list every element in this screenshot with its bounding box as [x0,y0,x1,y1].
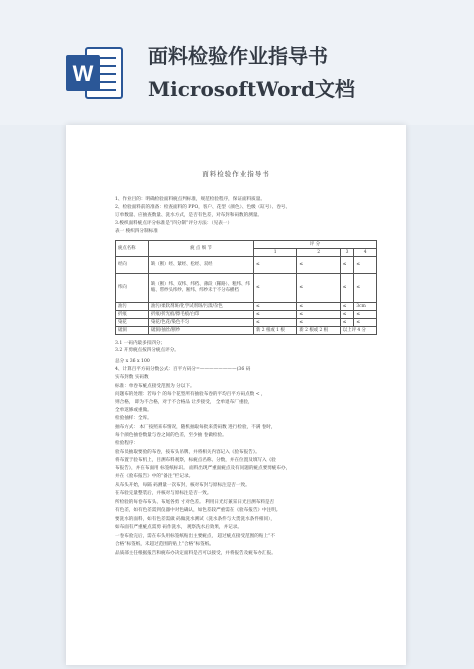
header-banner [0,0,474,125]
doc-note: 4、计算百平方码分数公式：百平方码分=————————(36 码 [115,367,251,372]
doc-note: 检验抽样：全库。 [115,416,152,421]
row-detail: 破洞/抽丝/断纱 [149,327,254,335]
doc-note: 如布面有严重疵点需剪 码作洗水， 观察洗水后效果，并记录。 [115,525,242,530]
doc-note: 抽布方式： 本厂按照来布情况，随机抽取每批来货码数 进行检验，不满 卷时， [115,425,276,430]
row-score: 新 2 根或 2 根 [297,327,340,335]
scoring-table [115,240,377,335]
row-score: ≤ [297,311,340,319]
row-score: ≤ [254,319,297,327]
doc-note: 品质部主任根据报告和疵布办决定面料是否可以接受，并将报告及疵布办汇报。 [115,551,276,556]
doc-line: 1、作业目的：明确检验面料疵点判标准，规范检验程序，保证面料质量。 [115,197,265,202]
row-score: ≤ [340,257,354,274]
doc-note: 将布置于验布机上，目测布料观察，标疵点名称、分数，并在位置及填写入《验 [115,458,276,463]
row-score: ≤ [254,311,297,319]
row-score: 3cm [354,303,377,311]
row-name: 纬向 [116,274,149,303]
row-detail: 缺（断）经、紧经、松经、双经 [149,257,254,274]
table-row [116,319,377,327]
table-header-score: 评 分 [254,241,377,249]
doc-note: 检验程序： [115,441,138,446]
doc-note: 合格”标签纸，未超过范围的贴上“合格”标签纸。 [115,542,214,547]
doc-note: 从布头开始，每隔 码测量一次布封，核对布封与原标注是否一致。 [115,483,250,488]
row-score: ≤ [354,274,377,303]
row-score: 新 2 根或 1 根 [254,327,297,335]
table-row [116,274,377,303]
doc-line: 2、检验面料前的准备：检查面料的 PPO，客户、花型（颜色）、色级（缸号）、卷号、 [115,205,291,210]
row-score: ≤ [297,274,340,303]
doc-note: 验布员抽取要验的布卷，按布头吊牌，并将相关内容记入《验布报告》。 [115,450,260,455]
row-name: 破洞 [116,327,149,335]
row-name: 折痕 [116,311,149,319]
row-score: ≤ [297,303,340,311]
doc-note: 一卷布验完后，需在布头用标签纸贴出主要疵点， 超过疵点接受范围的贴上“不 [115,534,275,539]
doc-note: 所检验的每卷布布头、布尾各剪 寸对色差。 利用日光灯兼采日光目测布料是否 [115,500,275,505]
row-score: ≤ [340,274,354,303]
doc-note: 总分 x 36 x 100 [115,359,150,364]
word-doc-icon [64,42,126,104]
word-logo-letter: W [72,61,94,86]
row-score: ≤ [340,319,354,327]
row-detail: 缺（断）纬、双纬、纬档、薄段（稀路）、粗纬、纬缩、带纱头纬纱、断纬、纬纱未于不分布横档 [149,274,254,303]
row-detail: 油污/柔软剂斑/化学试剂斑/污渍/杂色 [149,303,254,311]
row-score: ≤ [297,257,340,274]
page-title: 面料检验作业指导书MicrosoftWord文档 [148,44,355,101]
row-score: ≤ [297,319,340,327]
doc-note: 布报告》，并在布面用 标签纸标识。 面料出现严重面疵点及有问题的疵点要剪疵布办， [115,466,291,471]
row-score: ≤ [254,303,297,311]
row-score: ≤ [340,311,354,319]
row-score: ≤ [254,257,297,274]
doc-note: 问题布的处理：若每个 的每个花型所有抽验布卷的平均百平方码点数 < ， [115,392,266,397]
doc-note: 实布封数 实码数 [115,375,149,380]
doc-line: 表一 梭织四分制标准 [115,229,158,234]
table-row [116,311,377,319]
doc-line: 订单数量、应抽查数量、洗水方式，是否有色差，对布封和码数的测量。 [115,213,263,218]
row-score: ≤ [354,311,377,319]
doc-note: 并在《验布报告》中的“备注”栏记录。 [115,474,194,479]
table-header-defect-type: 疵点名称 [116,241,149,257]
doc-note: 标准：单卷布疵点接受范围为 分以下。 [115,384,195,389]
row-score: ≤ [354,257,377,274]
doc-note: 有色差，如有色差需到仪器中对色确认，如色差较严重需在《验布报告》中注明。 [115,508,281,513]
row-name: 染花 [116,319,149,327]
doc-line: 3.梭织面料疵点评分标准是“四分制”评分方法：（见表一） [115,221,233,226]
doc-note: 每个颜色抽卷数量与卷之间的色差，至少抽 卷做检验。 [115,433,227,438]
score-col: 2 [297,249,340,257]
row-score: ≤ [254,274,297,303]
document-page [66,125,406,665]
score-col: 3 [340,249,354,257]
doc-note: 则合格， 即为不合格，对于不合格品 让步接受， 全单退布厂重验， [115,400,253,405]
row-detail: 染花/色花/染色不匀 [149,319,254,327]
doc-note: 要洗水的面料，如有色差需做 码做洗水测试（洗水条件与大货洗水条件相同）， [115,517,275,522]
table-row [116,257,377,274]
row-name: 油污 [116,303,149,311]
row-detail: 折痕/折光痕/擦毛痕/白印 [149,311,254,319]
table-row [116,327,377,335]
score-col: 1 [254,249,297,257]
row-score: ≤ [354,319,377,327]
score-col: 4 [354,249,377,257]
table-row [116,303,377,311]
row-score: ≤ [340,303,354,311]
doc-note: 在布验完量整装后，并核对与原标注是否一致。 [115,491,212,496]
document-title: 面料检验作业指导书 [202,170,270,178]
row-name: 经向 [116,257,149,274]
table-header-defect: 疵 点 细 节 [149,241,254,257]
doc-note: 3.2 开剪疵点按四分疵点评分。 [115,348,179,353]
doc-note: 3.1 一码内最多扣四分； [115,341,166,346]
row-score: 以上评 4 分 [340,327,376,335]
doc-note: 全单返修或重做。 [115,408,152,413]
